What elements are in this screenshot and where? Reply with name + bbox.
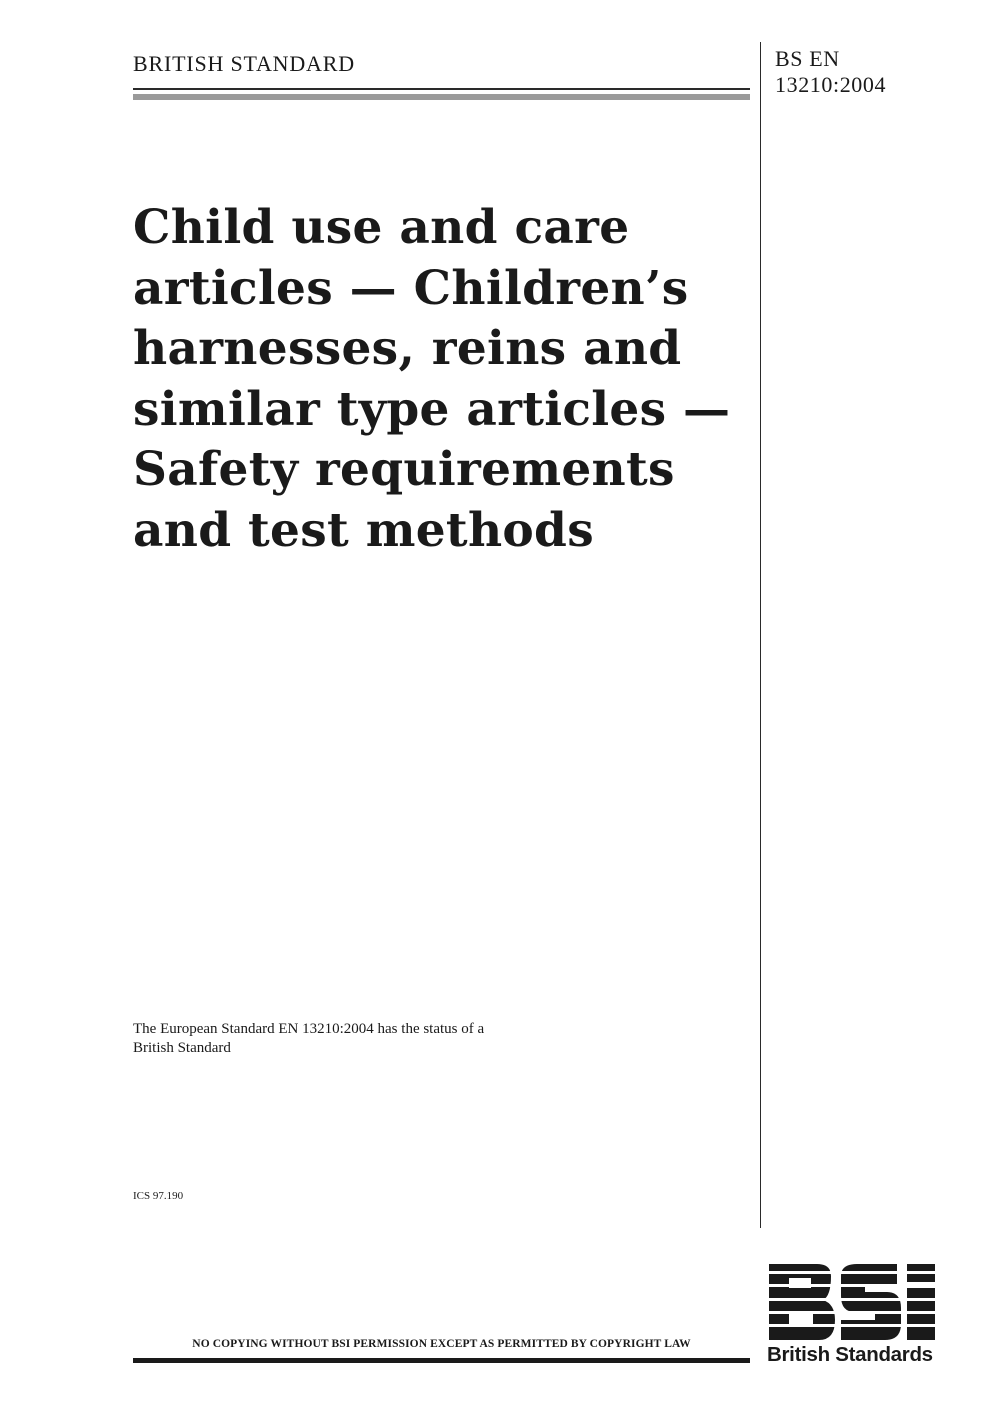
status-line: British Standard bbox=[133, 1040, 231, 1056]
standard-number-code: 13210:2004 bbox=[775, 72, 887, 97]
header-rule-thick bbox=[133, 94, 750, 100]
title-line: Safety requirements bbox=[133, 442, 675, 497]
copyright-notice: NO COPYING WITHOUT BSI PERMISSION EXCEPT AS PERMITTED BY COPYRIGHT LAW bbox=[192, 1338, 691, 1350]
footer-rule bbox=[133, 1358, 750, 1363]
title-line: and test methods bbox=[133, 502, 594, 558]
publication-type-label: BRITISH STANDARD bbox=[133, 51, 355, 76]
bsi-logo-caption: British Standards bbox=[767, 1343, 933, 1366]
status-statement bbox=[133, 1020, 484, 1058]
status-line: The European Standard EN 13210:2004 has the status of a bbox=[133, 1021, 485, 1037]
document-title bbox=[133, 198, 753, 561]
title-line: articles — Children’s bbox=[133, 260, 689, 316]
standard-number-prefix: BS EN bbox=[775, 46, 840, 71]
header-rule-thin bbox=[133, 88, 750, 90]
standard-number bbox=[775, 46, 886, 98]
ics-code: ICS 97.190 bbox=[133, 1190, 184, 1202]
title-line: harnesses, reins and bbox=[133, 321, 682, 376]
vertical-divider bbox=[760, 42, 761, 1228]
title-line: Child use and care bbox=[133, 200, 630, 255]
title-line: similar type articles — bbox=[133, 381, 731, 437]
